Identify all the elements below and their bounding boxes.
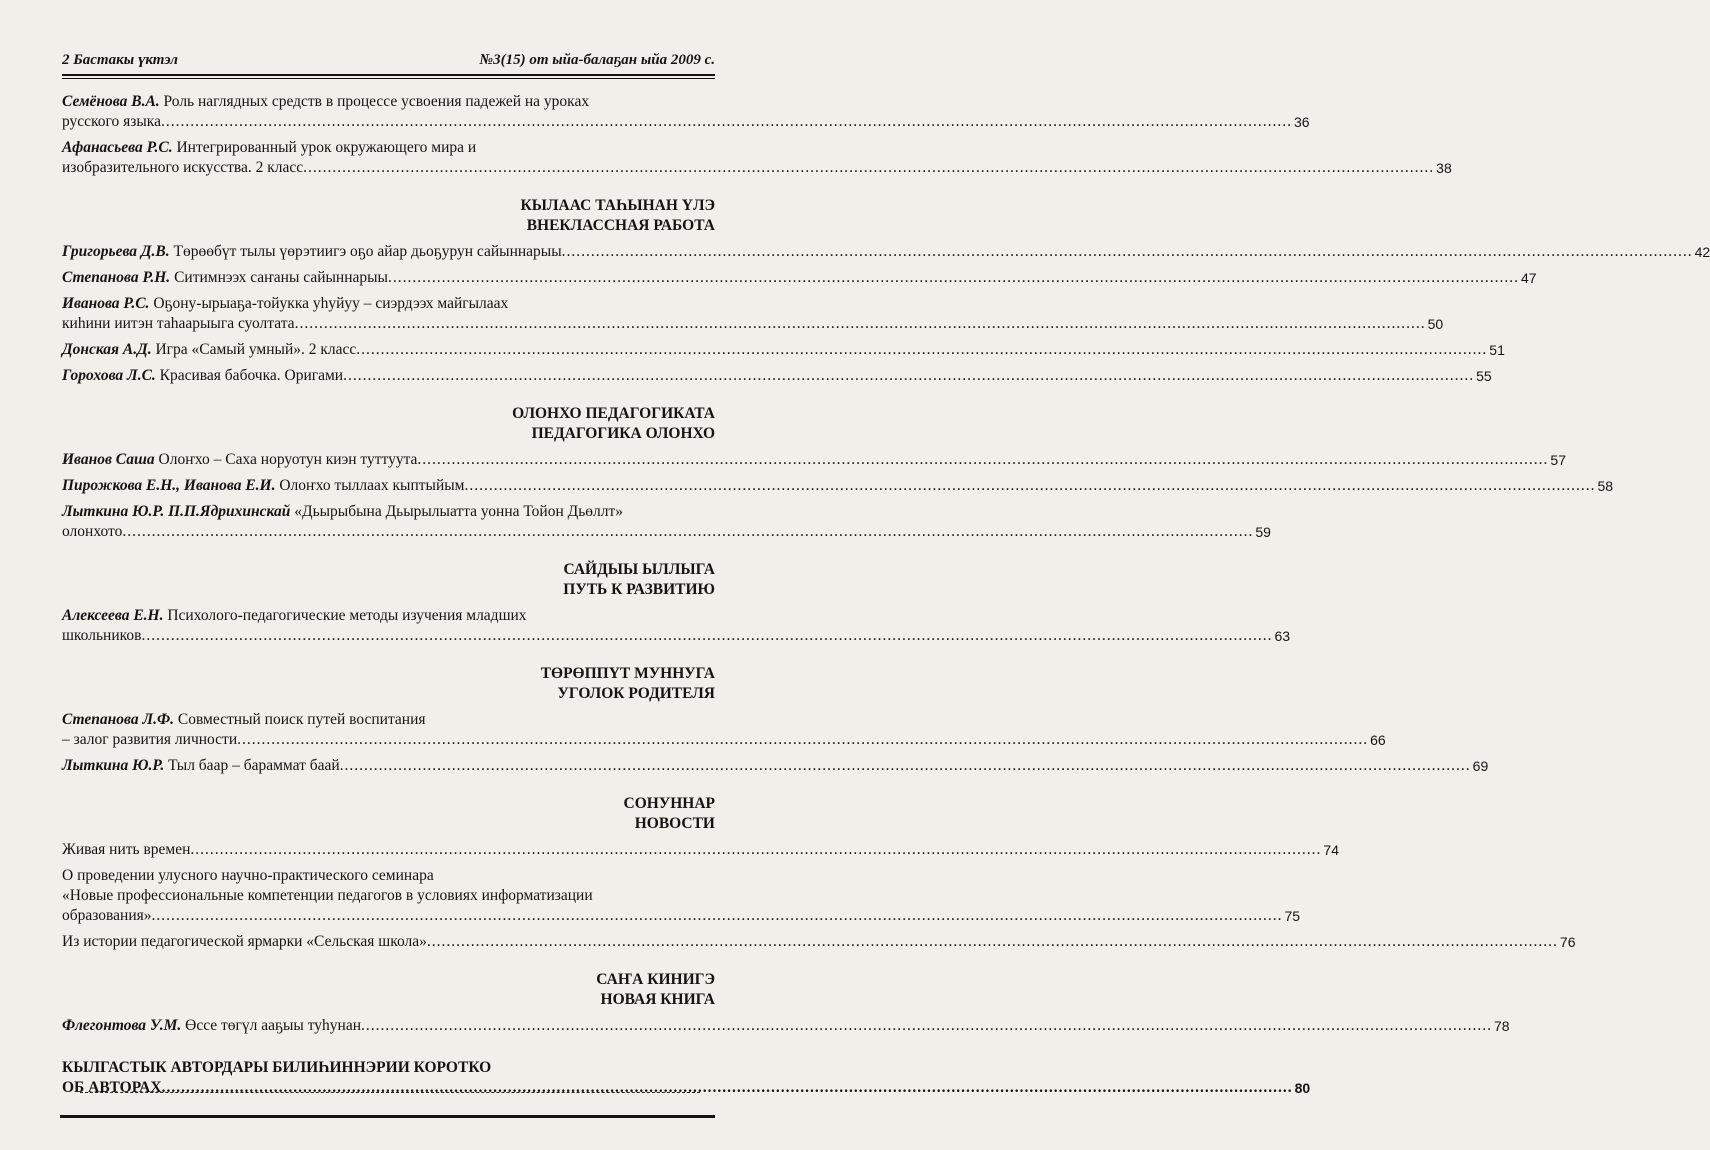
toc-entry-text [62,314,295,334]
toc-title-text: Тыл баар – бараммат баай [168,757,340,774]
toc-entry-line [62,502,715,522]
header-right: №3(15) от ыйа-балаҕан ыйа 2009 с. [479,52,715,68]
toc-entry [62,450,1566,470]
table-of-contents [62,86,1710,1098]
page-number: 50 [1427,316,1444,332]
page-number: 66 [1370,732,1386,748]
dot-leader [340,756,1471,776]
dot-leader [388,268,1519,288]
toc-title-text: Совместный поиск путей воспитания [177,711,426,728]
dot-leader [303,158,1434,178]
toc-entry-text [62,294,508,314]
toc-entry-line [62,476,1614,496]
toc-entry-line [62,756,1489,776]
toc-entry-line [62,366,1492,386]
toc-title-text: Интегрированный урок окружающего мира и [176,139,477,156]
dot-leader [161,112,1292,132]
section-heading-line: УГОЛОК РОДИТЕЛЯ [557,685,715,702]
toc-entry-text [62,502,623,522]
page-number: 36 [1294,114,1310,130]
dot-leader [122,522,1253,542]
toc-title-text: – залог развития личности [62,731,238,748]
toc-title-text: Роль наглядных средств в процессе усвоения падежей на уроках [163,93,590,110]
dot-leader [361,1016,1492,1036]
toc-entry-line [62,606,715,626]
toc-entry [62,840,1339,860]
dot-leader [152,906,1283,926]
toc-entry-text [62,626,141,646]
dot-leader [141,626,1272,646]
toc-entry-text [62,906,152,926]
header-rule [62,74,715,76]
dot-leader [190,840,1321,860]
page-number: 55 [1476,368,1492,384]
toc-title-text: Ситимнээх саҥаны сайыннарыы [174,269,388,286]
page-number: 47 [1520,270,1537,286]
toc-entry-line [62,1016,1510,1036]
toc-entry-text [62,158,303,178]
toc-entry [62,476,1614,496]
toc-title-text: киһини иитэн таһаарыыга суолтата [62,315,295,332]
dot-leader [356,340,1487,360]
section-heading-line: СОНУННАР [623,795,715,812]
toc-title-text: КЫЛГАСТЫК АВТОРДАРЫ БИЛИҺИННЭРИИ КОРОТКО [62,1059,492,1076]
toc-title-text: Олоҥхо тыллаах кыптыйым [279,477,465,494]
toc-author: Иванов Саша [62,451,155,468]
page-number: 76 [1559,934,1576,950]
page-number: 38 [1436,160,1452,176]
toc-title-text: изобразительного искусства. 2 класс [62,159,304,176]
toc-entry-line [62,710,715,730]
toc-entry-line [62,522,1271,542]
dot-leader [464,476,1595,496]
toc-entry-text [62,730,237,750]
toc-entry-line [62,268,1537,288]
toc-title-text: «Дьырыбына Дьырылыатта уонна Тойон Дьөллт» [294,503,624,520]
header-left: 2 Бастакы үктэл [62,52,178,68]
toc-entry [62,340,1505,360]
decorative-dashed-rule [80,1092,700,1105]
toc-entry [62,92,1310,132]
toc-entry-text [62,866,434,886]
toc-entry-line [62,730,1386,750]
toc-title-text: Игра «Самый умный». 2 класс [155,341,357,358]
section-heading [62,196,715,236]
toc-entry [62,502,1271,542]
section-heading [62,794,715,834]
toc-entry [62,268,1537,288]
section-heading-line: САҤА КИНИГЭ [596,971,715,988]
toc-entry-line [62,158,1452,178]
page-number: 69 [1472,758,1489,774]
toc-entry-line [62,886,715,906]
toc-entry-line [62,906,1301,926]
toc-entry [62,756,1489,776]
running-header [62,50,715,74]
page-number: 58 [1597,478,1614,494]
dot-leader [562,242,1693,262]
dot-leader [343,366,1474,386]
section-heading-line: САЙДЫЫ ЫЛЛЫГА [563,561,715,578]
toc-entry [62,606,1291,646]
toc-entry [62,366,1492,386]
toc-title-text: Красивая бабочка. Оригами [159,367,344,384]
toc-author: Семёнова В.А. [62,93,160,110]
toc-entry-text [62,366,343,386]
toc-entry-line [62,626,1291,646]
toc-author: Лыткина Ю.Р. П.П.Ядрихинскай [62,503,291,520]
section-heading [62,404,715,444]
toc-entry-line [62,840,1339,860]
toc-author: Афанасьева Р.С. [62,139,173,156]
toc-entry-text [62,756,340,776]
toc-author: Пирожкова Е.Н., Иванова Е.И. [62,477,276,494]
toc-entry [62,932,1576,952]
page-number: 51 [1489,342,1505,358]
toc-entry-line [62,340,1505,360]
toc-title-text: О проведении улусного научно-практического семинара [62,867,434,884]
page-number: 59 [1255,524,1271,540]
toc-entry-line [62,1058,715,1078]
toc-entry-text [62,606,527,626]
header-rule-thin [62,78,715,79]
toc-entry [62,866,1301,926]
toc-entry-line [62,294,715,314]
toc-author: Степанова Л.Ф. [62,711,175,728]
toc-entry-text [62,1016,361,1036]
toc-entry-text [62,112,161,132]
toc-title-text: Из истории педагогической ярмарки «Сельская школа» [62,933,427,950]
toc-author: Степанова Р.Н. [62,269,171,286]
toc-author: Григорьева Д.В. [62,243,170,260]
page-number: 63 [1274,628,1291,644]
section-heading-line: ТӨРӨППҮТ МУННУГА [540,665,715,682]
dot-leader [417,450,1548,470]
section-heading [62,560,715,600]
section-heading-line: ОЛОНХО ПЕДАГОГИКАТА [512,405,715,422]
toc-entry [62,710,1386,750]
toc-entry-line [62,112,1310,132]
toc-entry-text [62,710,426,730]
toc-author: Флегонтова У.М. [62,1017,182,1034]
toc-title-text: Төрөөбүт тылы үөрэтиигэ оҕо айар дьоҕурун сайыннарыы [173,243,562,260]
section-heading [62,970,715,1010]
toc-title-text: Оҕону-ырыаҕа-тойукка уһуйуу – сиэрдээх майгылаах [153,295,509,312]
toc-title-text: ОБ АВТОРАХ [62,1079,162,1096]
page-number: 78 [1494,1018,1510,1034]
section-heading-line: НОВОСТИ [634,815,715,832]
toc-entry-text [62,522,122,542]
toc-entry-line [62,314,1444,334]
dot-leader [295,314,1426,334]
toc-entry [62,294,1444,334]
toc-title-text: Олоҥхо – Саха норуотун киэн туттуута [158,451,418,468]
toc-title-text: русского языка [62,113,161,130]
section-heading-line: НОВАЯ КНИГА [600,991,715,1008]
page-number: 42 [1694,244,1710,260]
section-heading [62,664,715,704]
dot-leader [237,730,1368,750]
toc-entry-text [62,476,464,496]
section-heading-line: КЫЛААС ТАҺЫНАН ҮЛЭ [520,197,715,214]
page-number: 74 [1323,842,1339,858]
toc-title-text: школьников [62,627,142,644]
toc-author: Алексеева Е.Н. [62,607,164,624]
toc-entry-text [62,340,356,360]
toc-title-text: Өссе төгүл ааҕыы туһунан [185,1017,361,1034]
toc-entry-line [62,242,1710,262]
toc-author: Лыткина Ю.Р. [62,757,165,774]
toc-title-text: Психолого-педагогические методы изучения младших [167,607,527,624]
toc-entry-text [62,242,562,262]
toc-entry-line [62,866,715,886]
toc-entry [62,1016,1510,1036]
toc-entry-text [62,932,427,952]
toc-entry-text [62,92,589,112]
page-number: 57 [1550,452,1566,468]
toc-entry-line [62,450,1566,470]
toc-entry-text [62,138,476,158]
toc-entry-text [62,450,417,470]
page-number: 80 [1294,1080,1311,1096]
toc-entry-text [62,268,388,288]
page-number: 75 [1284,908,1301,924]
toc-entry-text [62,886,593,906]
toc-author: Горохова Л.С. [62,367,156,384]
toc-entry-line [62,138,715,158]
toc-entry-text [62,840,190,860]
toc-entry-line [62,92,715,112]
toc-entry [62,242,1710,262]
section-heading-line: ВНЕКЛАССНАЯ РАБОТА [526,217,715,234]
toc-entry-text [62,1058,491,1078]
toc-entry [62,138,1452,178]
bottom-rule [60,1115,715,1118]
section-heading-line: ПЕДАГОГИКА ОЛОНХО [531,425,715,442]
toc-entry-line [62,932,1576,952]
toc-title-text: Живая нить времен [62,841,191,858]
toc-title-text: олонхото [62,523,123,540]
toc-author: Иванова Р.С. [62,295,150,312]
section-heading-line: ПУТЬ К РАЗВИТИЮ [563,581,715,598]
toc-title-text: «Новые профессиональные компетенции педагогов в условиях информатизации [62,887,593,904]
toc-author: Донская А.Д. [62,341,152,358]
toc-title-text: образования» [62,907,152,924]
dot-leader [427,932,1558,952]
